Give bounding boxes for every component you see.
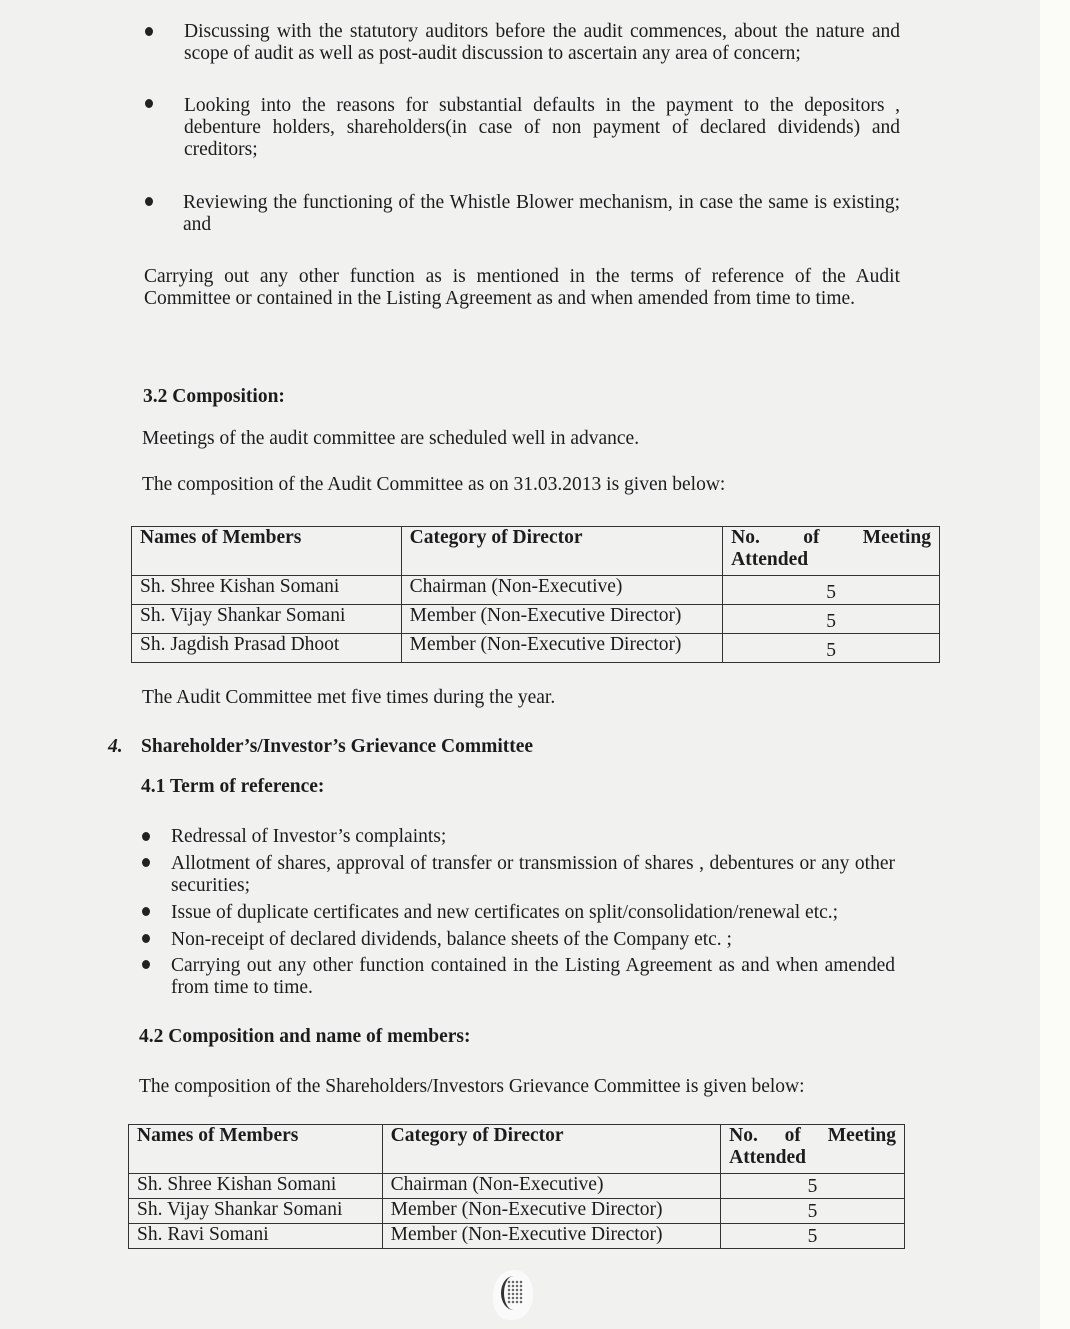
grievance-committee-table: [128, 1124, 905, 1249]
section-heading-4-1: 4.1 Term of reference:: [141, 776, 325, 797]
bullet-icon: [145, 197, 153, 206]
section-heading-3-2: 3.2 Composition:: [143, 386, 285, 407]
header-names: Names of Members: [132, 527, 402, 576]
meetings-attended: 5: [723, 634, 940, 663]
member-name: Sh. Jagdish Prasad Dhoot: [132, 634, 402, 663]
list-item: Reviewing the functioning of the Whistle Blower mechanism, in case the same is existing; and: [183, 192, 900, 235]
member-category: Member (Non-Executive Director): [382, 1199, 720, 1224]
section-title-4: Shareholder’s/Investor’s Grievance Committee: [141, 736, 534, 757]
scan-edge: [1040, 0, 1070, 1329]
list-item: Looking into the reasons for substantial defaults in the payment to the depositors , debenture holders, shareholders(in case of non payment of declared dividends) and creditors;: [184, 95, 900, 160]
ink-stamp-mark: [493, 1270, 533, 1320]
section-number-4: 4.: [108, 736, 123, 757]
audit-committee-table: [131, 526, 940, 663]
bullet-icon: [142, 907, 150, 916]
bullet-icon: [142, 960, 150, 969]
member-category: Member (Non-Executive Director): [382, 1224, 720, 1249]
header-category: Category of Director: [401, 527, 723, 576]
header-attended: No. of Meeting Attended: [723, 527, 940, 576]
table-header-row: [132, 527, 940, 576]
closing-paragraph: Carrying out any other function as is mentioned in the terms of reference of the Audit Committee or contained in the Listing Agreement as and when amended from time to time.: [144, 266, 900, 309]
table-row: [129, 1199, 905, 1224]
bullet-icon: [142, 832, 150, 841]
meetings-text: Meetings of the audit committee are scheduled well in advance.: [142, 428, 640, 449]
meetings-attended: 5: [721, 1174, 905, 1199]
section-heading-4-2: 4.2 Composition and name of members:: [139, 1026, 471, 1047]
table-header-row: [129, 1125, 905, 1174]
list-item: Non-receipt of declared dividends, balance sheets of the Company etc. ;: [171, 929, 732, 950]
table-row: [129, 1174, 905, 1199]
table-row: [129, 1224, 905, 1249]
member-category: Member (Non-Executive Director): [401, 605, 723, 634]
member-name: Sh. Vijay Shankar Somani: [129, 1199, 383, 1224]
bullet-icon: [145, 99, 153, 108]
member-name: Sh. Shree Kishan Somani: [129, 1174, 383, 1199]
member-category: Member (Non-Executive Director): [401, 634, 723, 663]
meetings-attended: 5: [721, 1224, 905, 1249]
bullet-icon: [145, 27, 153, 36]
header-category: Category of Director: [382, 1125, 720, 1174]
meetings-attended: 5: [723, 605, 940, 634]
composition-intro: The composition of the Audit Committee as on 31.03.2013 is given below:: [142, 474, 726, 495]
list-item: Discussing with the statutory auditors before the audit commences, about the nature and scope of audit as well as post-audit discussion to ascertain any area of concern;: [184, 21, 900, 64]
list-item: Allotment of shares, approval of transfer or transmission of shares , debentures or any other securities;: [171, 853, 895, 896]
table-row: [132, 576, 940, 605]
member-name: Sh. Shree Kishan Somani: [132, 576, 402, 605]
meetings-attended: 5: [721, 1199, 905, 1224]
grievance-composition-intro: The composition of the Shareholders/Investors Grievance Committee is given below:: [139, 1076, 805, 1097]
member-name: Sh. Ravi Somani: [129, 1224, 383, 1249]
member-category: Chairman (Non-Executive): [401, 576, 723, 605]
member-name: Sh. Vijay Shankar Somani: [132, 605, 402, 634]
header-attended: No. of Meeting Attended: [721, 1125, 905, 1174]
bullet-icon: [142, 858, 150, 867]
meetings-attended: 5: [723, 576, 940, 605]
bullet-icon: [142, 934, 150, 943]
audit-meetings-summary: The Audit Committee met five times during the year.: [142, 687, 556, 708]
list-item: Redressal of Investor’s complaints;: [171, 826, 447, 847]
stamp-texture-icon: [507, 1280, 523, 1304]
table-row: [132, 634, 940, 663]
table-row: [132, 605, 940, 634]
member-category: Chairman (Non-Executive): [382, 1174, 720, 1199]
list-item: Carrying out any other function contained in the Listing Agreement as and when amended from time to time.: [171, 955, 895, 998]
header-names: Names of Members: [129, 1125, 383, 1174]
list-item: Issue of duplicate certificates and new certificates on split/consolidation/renewal etc.;: [171, 902, 839, 923]
